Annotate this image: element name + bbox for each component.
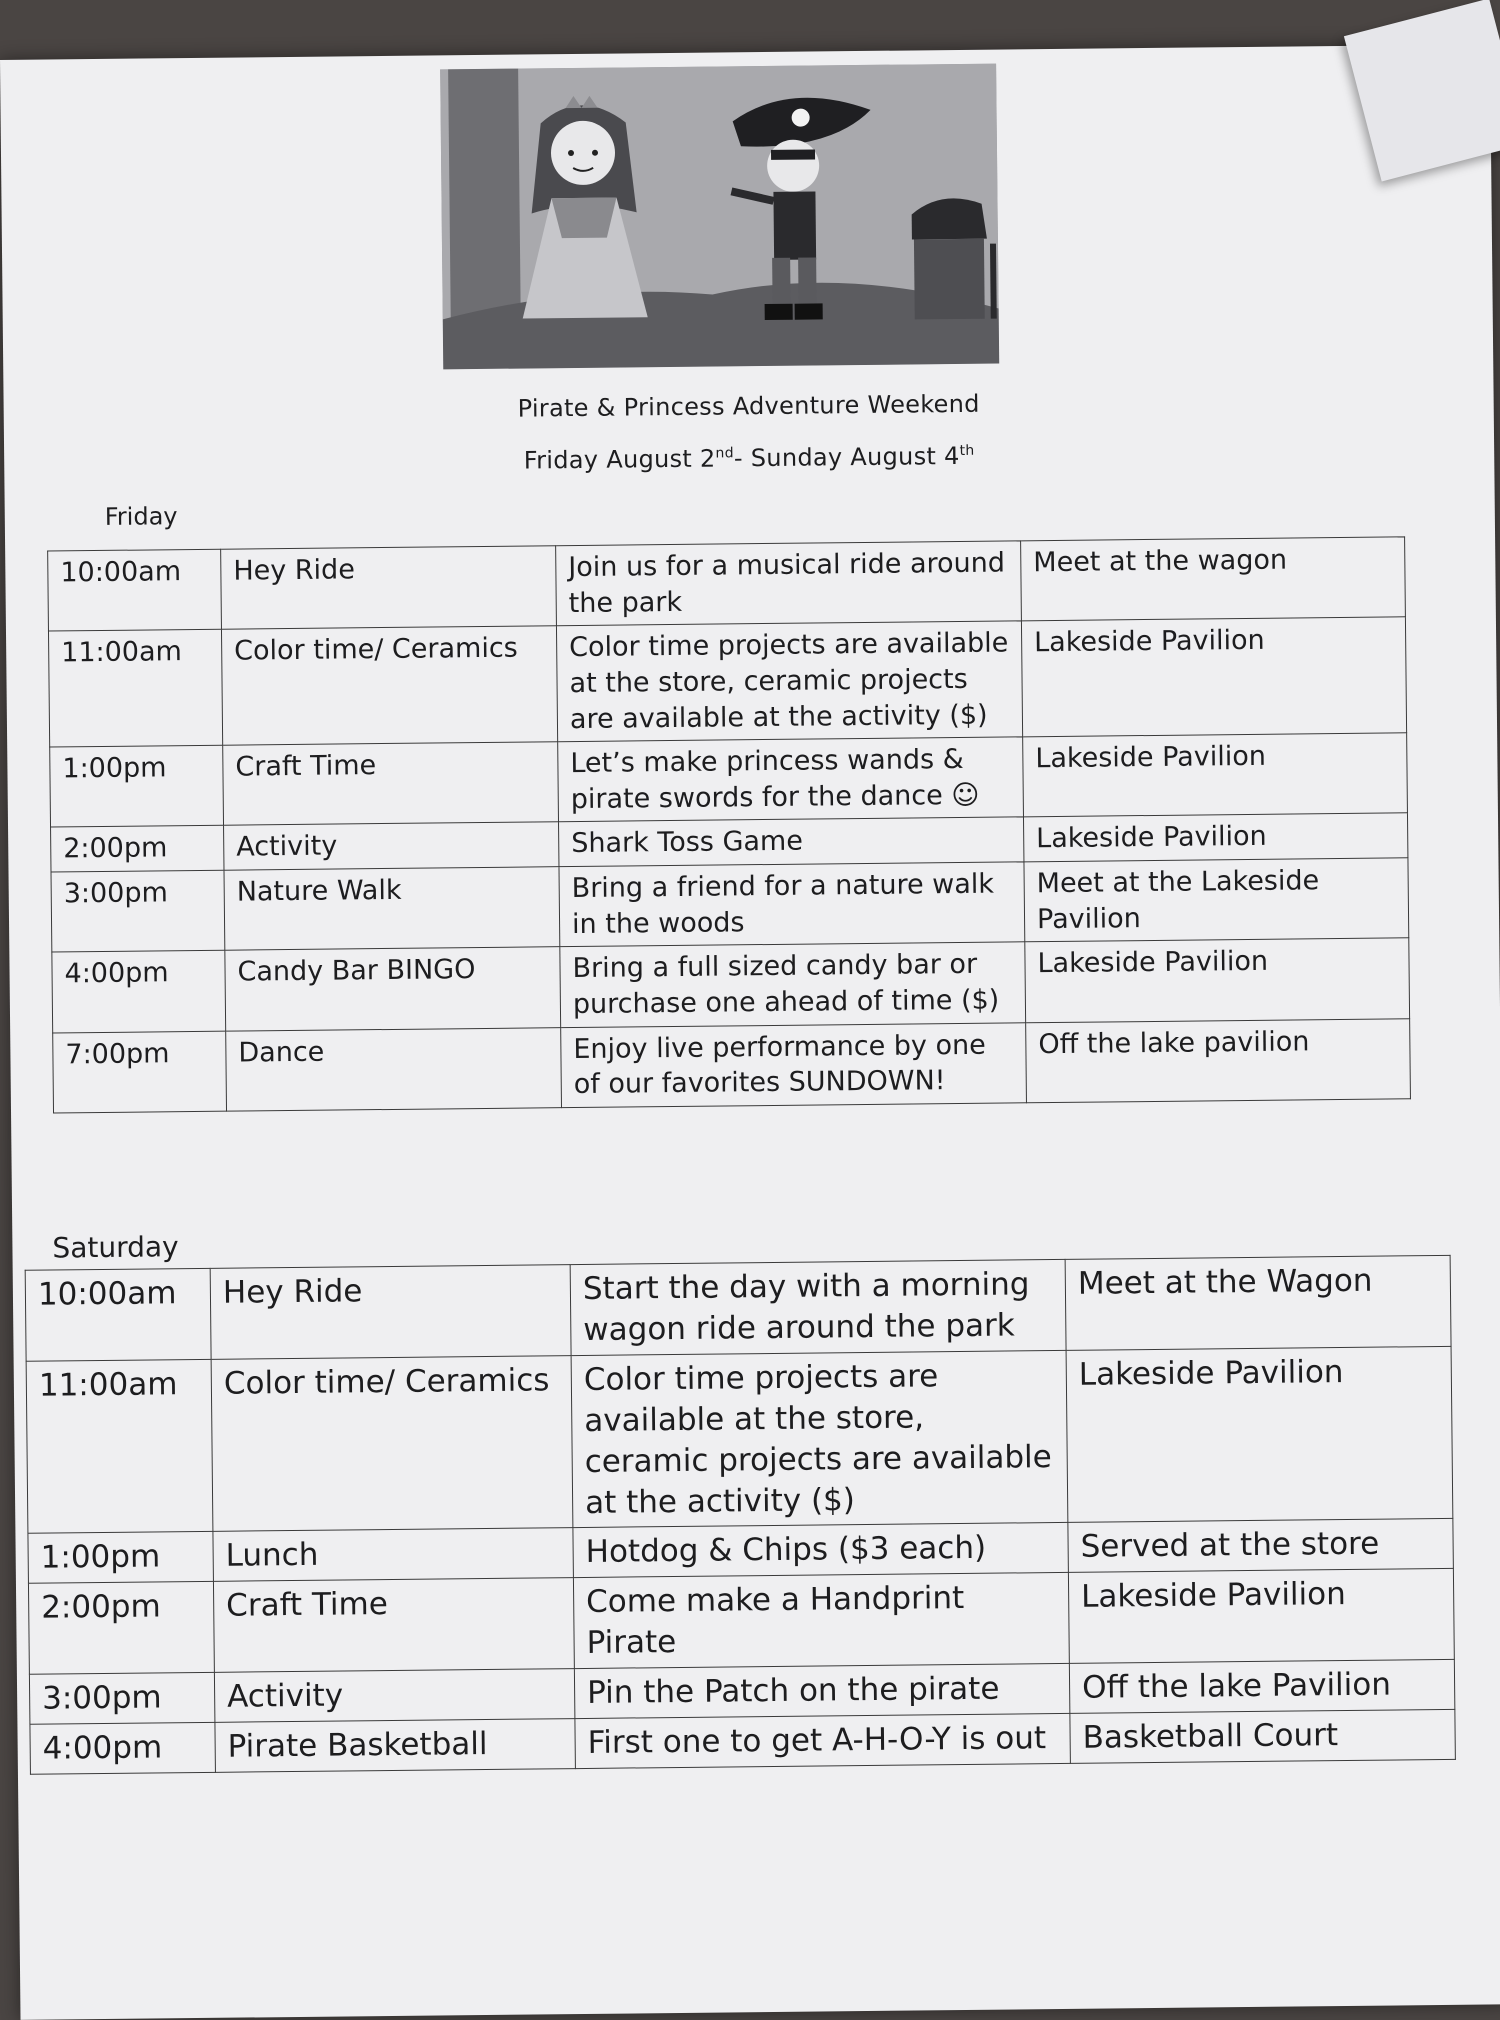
location-cell: Lakeside Pavilion bbox=[1023, 733, 1408, 817]
saturday-schedule-table bbox=[25, 1255, 1456, 1775]
time-cell: 2:00pm bbox=[28, 1582, 214, 1675]
location-cell: Meet at the Wagon bbox=[1065, 1255, 1451, 1350]
event-dates bbox=[4, 436, 1494, 480]
activity-cell: Craft Time bbox=[223, 742, 559, 826]
time-cell: 1:00pm bbox=[28, 1532, 214, 1584]
description-cell: Shark Toss Game bbox=[559, 817, 1024, 866]
dates-sup-nd: nd bbox=[715, 445, 734, 462]
description-cell: Hotdog & Chips ($3 each) bbox=[573, 1523, 1068, 1578]
description-cell: First one to get A-H-O-Y is out bbox=[575, 1713, 1070, 1768]
time-cell: 4:00pm bbox=[52, 950, 226, 1032]
activity-cell: Nature Walk bbox=[224, 867, 560, 951]
flyer-page bbox=[0, 44, 1500, 2019]
time-cell: 3:00pm bbox=[29, 1672, 215, 1724]
location-cell: Off the lake Pavilion bbox=[1069, 1660, 1455, 1714]
activity-cell: Hey Ride bbox=[210, 1265, 571, 1360]
description-cell: Color time projects are available at the store, ceramic projects are available at the activity ($) bbox=[556, 621, 1022, 742]
time-cell: 1:00pm bbox=[50, 745, 224, 827]
description-cell: Let’s make princess wands & pirate swords for the dance ☺ bbox=[558, 737, 1024, 822]
dates-end: - Sunday August 4 bbox=[733, 441, 960, 473]
description-cell: Start the day with a morning wagon ride around the park bbox=[570, 1259, 1066, 1355]
time-cell: 4:00pm bbox=[30, 1722, 216, 1774]
time-cell: 10:00am bbox=[48, 549, 222, 631]
location-cell: Lakeside Pavilion bbox=[1021, 617, 1406, 737]
activity-cell: Candy Bar BINGO bbox=[225, 947, 561, 1031]
time-cell: 3:00pm bbox=[51, 870, 225, 952]
schedule-row bbox=[48, 617, 1406, 747]
description-cell: Pin the Patch on the pirate bbox=[574, 1664, 1069, 1719]
location-cell: Off the lake pavilion bbox=[1026, 1018, 1411, 1102]
friday-schedule-table bbox=[47, 536, 1411, 1113]
schedule-row bbox=[48, 537, 1406, 631]
dates-start: Friday August 2 bbox=[523, 444, 716, 475]
activity-cell: Color time/ Ceramics bbox=[211, 1355, 573, 1531]
time-cell: 10:00am bbox=[25, 1268, 211, 1361]
location-cell: Meet at the Lakeside Pavilion bbox=[1024, 858, 1409, 942]
overlapping-paper-corner bbox=[1344, 0, 1500, 181]
location-cell: Lakeside Pavilion bbox=[1066, 1346, 1453, 1523]
description-cell: Come make a Handprint Pirate bbox=[573, 1573, 1069, 1669]
time-cell: 7:00pm bbox=[53, 1031, 227, 1113]
description-cell: Enjoy live performance by one of our favorites SUNDOWN! bbox=[561, 1022, 1027, 1107]
activity-cell: Pirate Basketball bbox=[215, 1719, 576, 1773]
description-cell: Join us for a musical ride around the park bbox=[556, 541, 1022, 626]
schedule-row bbox=[52, 938, 1410, 1032]
schedule-row bbox=[53, 1018, 1411, 1112]
dates-sup-th: th bbox=[959, 442, 975, 459]
location-cell: Meet at the wagon bbox=[1021, 537, 1406, 621]
schedule-row bbox=[50, 733, 1408, 827]
event-title: Pirate & Princess Adventure Weekend bbox=[517, 389, 980, 423]
activity-cell: Lunch bbox=[213, 1528, 574, 1582]
activity-cell: Activity bbox=[224, 822, 559, 870]
activity-cell: Activity bbox=[214, 1669, 575, 1723]
location-cell: Lakeside Pavilion bbox=[1025, 938, 1410, 1022]
activity-cell: Color time/ Ceramics bbox=[221, 626, 557, 745]
time-cell: 11:00am bbox=[26, 1359, 213, 1534]
schedule-row bbox=[28, 1569, 1454, 1675]
location-cell: Basketball Court bbox=[1070, 1709, 1456, 1763]
schedule-row bbox=[26, 1346, 1453, 1534]
location-cell: Lakeside Pavilion bbox=[1023, 813, 1407, 862]
pirate-princess-clipart bbox=[440, 64, 999, 370]
activity-cell: Dance bbox=[226, 1027, 562, 1111]
saturday-heading: Saturday bbox=[52, 1230, 179, 1265]
location-cell: Served at the store bbox=[1068, 1519, 1454, 1573]
schedule-row bbox=[51, 858, 1409, 952]
description-cell: Bring a friend for a nature walk in the woods bbox=[559, 862, 1025, 947]
friday-heading: Friday bbox=[104, 502, 178, 531]
activity-cell: Hey Ride bbox=[221, 546, 557, 630]
schedule-row bbox=[25, 1255, 1451, 1361]
description-cell: Color time projects are available at the store, ceramic projects are available at the activity ($) bbox=[571, 1350, 1068, 1528]
location-cell: Lakeside Pavilion bbox=[1068, 1569, 1454, 1664]
time-cell: 2:00pm bbox=[51, 826, 224, 872]
time-cell: 11:00am bbox=[48, 629, 222, 747]
activity-cell: Craft Time bbox=[213, 1578, 574, 1673]
description-cell: Bring a full sized candy bar or purchase one ahead of time ($) bbox=[560, 942, 1026, 1027]
